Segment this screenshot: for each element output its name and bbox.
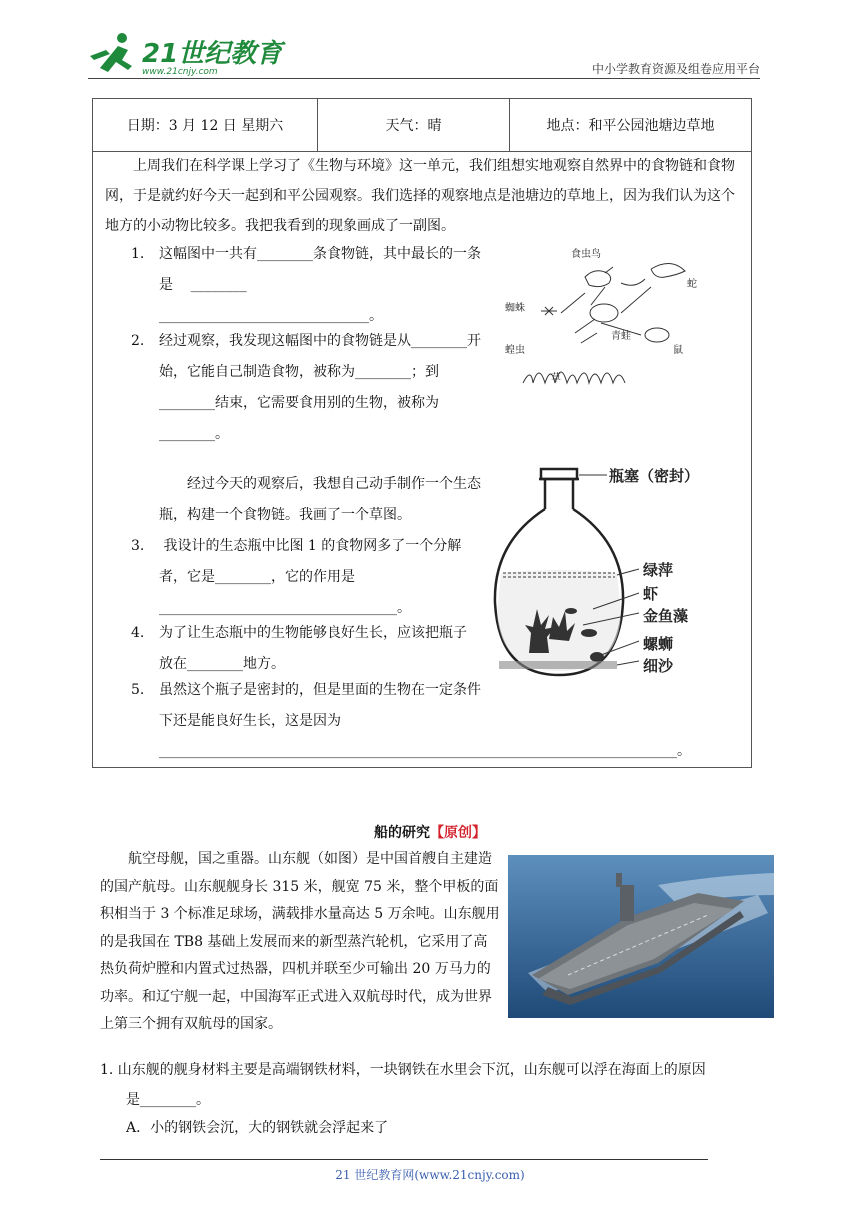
question-number: 2. <box>131 333 145 349</box>
label-duckweed: 绿萍 <box>643 561 674 579</box>
label-sand: 细沙 <box>643 657 674 675</box>
label-plant: 金鱼藻 <box>643 607 689 625</box>
label-bird: 食虫鸟 <box>571 249 601 260</box>
ship-question-1-cont: 是________。 <box>126 1092 210 1108</box>
question-3 <box>131 531 471 624</box>
question-text: 我设计的生态瓶中比图 1 的食物网多了一个分解者，它是________，它的作用是 __________________________________。 <box>159 538 462 616</box>
question-5-answer-line: __________________________________________________________________________。 <box>159 743 691 759</box>
question-5 <box>131 675 481 737</box>
question-text: 虽然这个瓶子是密封的，但是里面的生物在一定条件下还是能良好生长，这是因为 <box>159 682 481 729</box>
question-text: 为了让生态瓶中的生物能够良好生长，应该把瓶子放在________地方。 <box>159 625 467 672</box>
food-web-figure <box>501 243 701 391</box>
footer-text: 21 世纪教育网(www.21cnjy.com) <box>335 1168 525 1182</box>
logo-text: 21世纪教育 <box>142 39 283 69</box>
label-snail: 螺蛳 <box>643 635 674 653</box>
site-logo <box>88 30 288 78</box>
question-number: 3. <box>131 538 145 554</box>
question-4 <box>131 618 471 680</box>
option-a: A．小的钢铁会沉，大的钢铁就会浮起来了 <box>126 1120 389 1136</box>
logo-url: www.21cnjy.com <box>142 67 218 77</box>
label-grass: 草 <box>551 373 561 384</box>
date-cell: 日期：3 月 12 日 星期六 <box>93 99 318 151</box>
mid-paragraph: 经过今天的观察后，我想自己动手制作一个生态瓶，构建一个食物链。我画了一个草图。 <box>159 476 481 523</box>
ship-question-1: 1. 山东舰的舰身材料主要是高端钢铁材料，一块钢铁在水里会下沉，山东舰可以浮在海面上的原因 <box>100 1062 706 1078</box>
label-frog: 青蛙 <box>611 331 631 342</box>
label-cork: 瓶塞（密封） <box>609 467 700 485</box>
question-number: 4. <box>131 625 145 641</box>
header-divider <box>88 78 760 79</box>
section-title-text: 船的研究 <box>374 825 430 841</box>
weather-cell: 天气：晴 <box>318 99 510 151</box>
question-1 <box>131 239 491 332</box>
question-text: 这幅图中一共有________条食物链，其中最长的一条是 ________ ______________________________。 <box>159 246 481 324</box>
question-number: 1. <box>131 246 145 262</box>
label-spider: 蜘蛛 <box>505 303 525 314</box>
question-number: 5. <box>131 682 145 698</box>
original-tag: 【原创】 <box>430 825 486 841</box>
footer-divider <box>100 1159 708 1160</box>
observation-table <box>92 98 752 768</box>
info-row <box>93 99 751 152</box>
label-snake: 蛇 <box>687 279 697 290</box>
aircraft-carrier-photo <box>508 855 774 1018</box>
label-shrimp: 虾 <box>643 585 659 603</box>
question-text: 经过观察，我发现这幅图中的食物链是从________开始，它能自己制造食物，被称为________；到________结束，它需要食用别的生物，被称为________。 <box>159 333 481 442</box>
intro-paragraph: 上周我们在科学课上学习了《生物与环境》这一单元，我们组想实地观察自然界中的食物链和食物网，于是就约好今天一起到和平公园观察。我们选择的观察地点是池塘边的草地上，因为我们认为这个地方的小动物比较多。我把我看到的现象画成了一副图。 <box>105 158 735 234</box>
label-mouse: 鼠 <box>673 345 683 356</box>
ship-paragraph: 航空母舰，国之重器。山东舰（如图）是中国首艘自主建造的国产航母。山东舰舰身长 315 米，舰宽 75 米，整个甲板的面积相当于 3 个标准足球场，满载排水量高达 5 万余吨。山东舰用的是我国在 TB8 基础上发展而来的新型蒸汽轮机，它采用了高热负荷炉膛和内置式过热器，四机并联至少可输出 20 万马力的功率。和辽宁舰一起，中国海军正式进入双航母时代，成为世界上第三个拥有双航母的国家。 <box>100 851 500 1032</box>
eco-bottle-figure <box>489 463 719 683</box>
section-title <box>0 822 860 842</box>
place-cell: 地点：和平公园池塘边草地 <box>546 118 715 134</box>
page-header <box>88 30 760 82</box>
label-grasshopper: 蝗虫 <box>505 345 525 356</box>
question-2 <box>131 326 483 450</box>
platform-name: 中小学教育资源及组卷应用平台 <box>591 62 760 76</box>
